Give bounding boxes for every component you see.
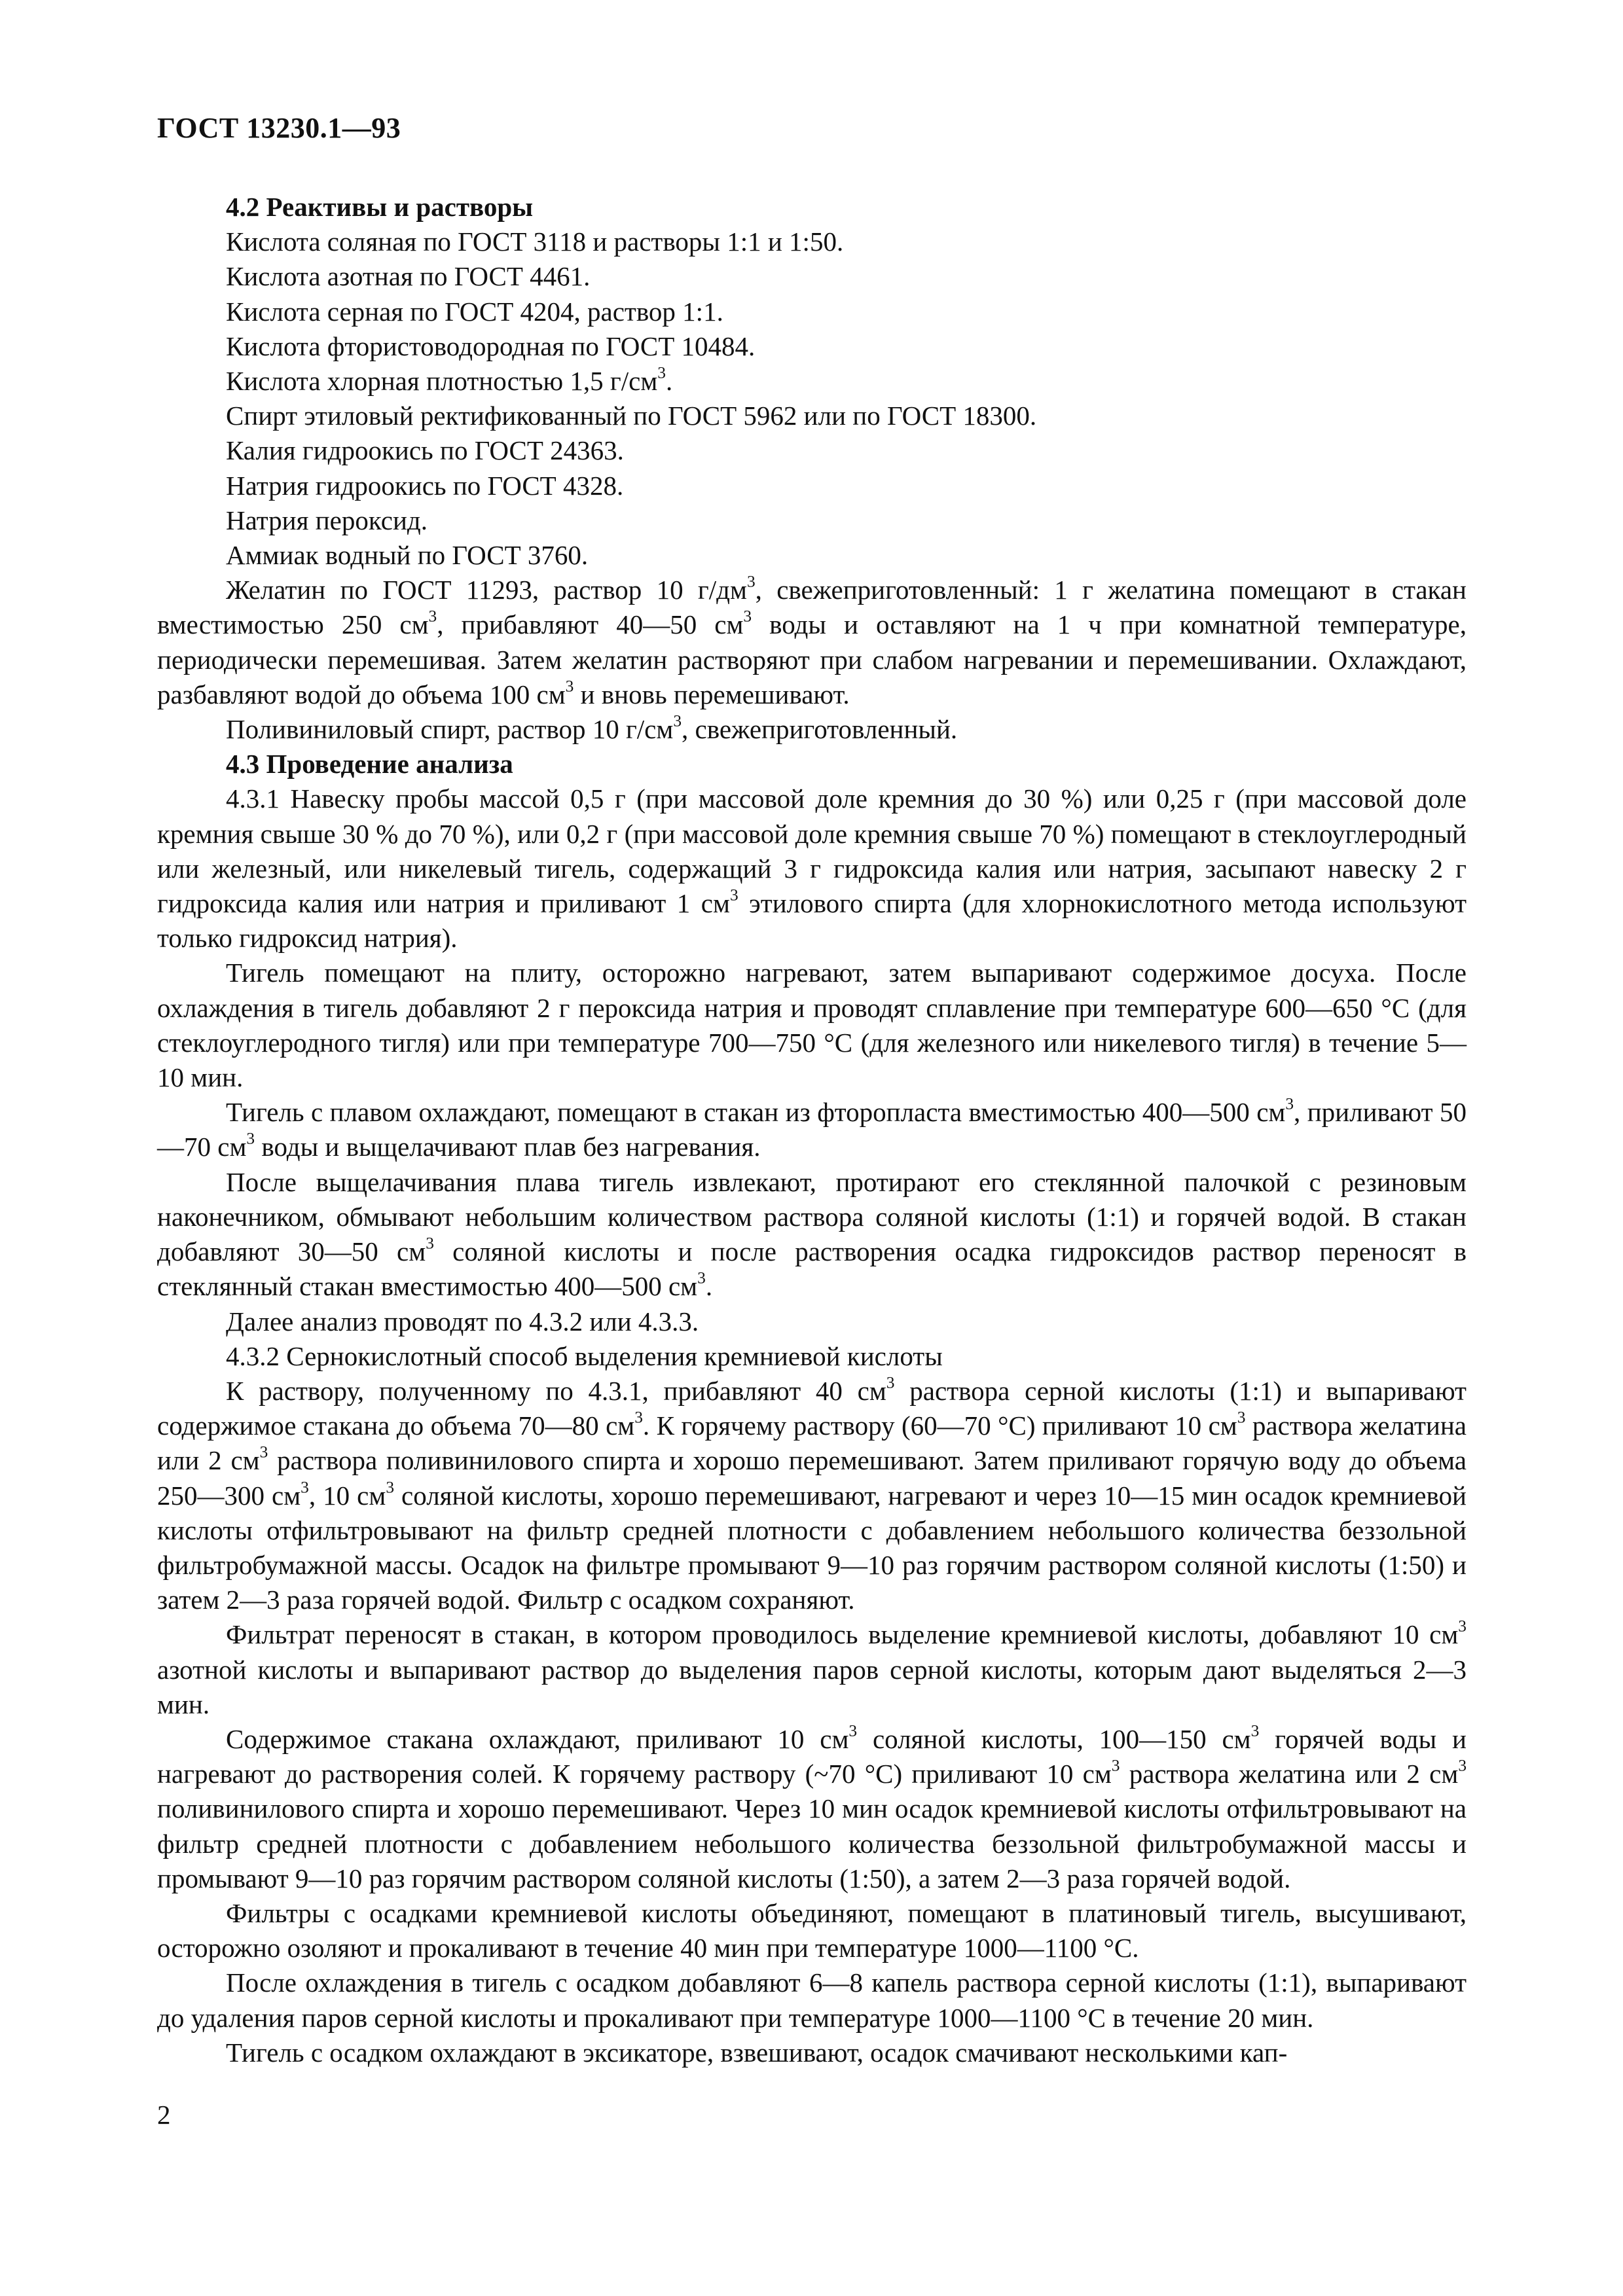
paragraph: Тигель помещают на плиту, осторожно нагревают, затем выпаривают содержимое досуха. После охлаждения в тигель добавляют 2 г пероксида натрия и проводят сплавление при температуре 600—650 °С (для стеклоуглеродного тигля) или при температуре 700—750 °С (для железного или никелевого тигля) в течение 5—10 мин. (157, 958, 1467, 1093)
reagent-item: Калия гидроокись по ГОСТ 24363. (226, 435, 624, 466)
reagent-item-gelatin: Желатин по ГОСТ 11293, раствор 10 $г/дм^3$, свежеприготовленный: 1 г желатина помещают в стакан вместимостью 250 $см^3$, прибавляют 40—50 $см^3$ воды и оставляют на 1 ч при комнатной температуре, периодически перемешивая. Затем желатин растворяют при слабом нагревании и перемешивании. Охлаждают, разбавляют водой до объема 100 $см^3$ и вновь перемешивают. (157, 572, 1467, 709)
paragraph: Фильтры с осадками кремниевой кислоты объединяют, помещают в платиновый тигель, высушивают, осторожно озоляют и прокаливают в течение 40 мин при температуре 1000—1100 °С. (157, 1897, 1467, 1964)
paragraph: К раствору, полученному по 4.3.1, прибавляют 40 $см^3$ раствора серной кислоты (1:1) и выпаривают содержимое стакана до объема 70—80 $см^3$. К горячему раствору (60—70 °С) приливают 10 $см^3$ раствора желатина или 2 $см^3$ раствора поливинилового спирта и хорошо перемешивают. Затем приливают горячую воду до объема 250—300 $см^3$, 10 $см^3$ соляной кислоты, хорошо перемешивают, нагревают и через 10—15 мин осадок кремниевой кислоты отфильтровывают на фильтр средней плотности с добавлением небольшого количества беззольной фильтробумажной массы. Осадок на фильтре промывают 9—10 раз горячим раствором соляной кислоты (1:50) и затем 2—3 раза горячей водой. Фильтр с осадком сохраняют. (157, 1373, 1467, 1615)
paragraph: Содержимое стакана охлаждают, приливают 10 $см^3$ соляной кислоты, 100—150 $см^3$ горячей воды и нагревают до растворения солей. К горячему раствору (~70 °С) приливают 10 $см^3$ раствора желатина или 2 $см^3$ поливинилового спирта и хорошо перемешивают. Через 10 мин осадок кремниевой кислоты отфильтровывают на фильтр средней плотности с добавлением небольшого количества беззольной фильтробумажной массы и промывают 9—10 раз горячим раствором соляной кислоты (1:50), а затем 2—3 раза горячей водой. (157, 1721, 1467, 1893)
reagent-item: Кислота серная по ГОСТ 4204, раствор 1:1. (226, 296, 723, 327)
reagent-item: Аммиак водный по ГОСТ 3760. (226, 540, 589, 571)
paragraph: Фильтрат переносят в стакан, в котором проводилось выделение кремниевой кислоты, добавляют 10 $см^3$ азотной кислоты и выпаривают раствор до выделения паров серной кислоты, которым дают выделяться 2—3 мин. (157, 1617, 1467, 1719)
reagent-item: Поливиниловый спирт, раствор 10 $г/см^3$, свежеприготовленный. (226, 711, 958, 745)
paragraph: После охлаждения в тигель с осадком добавляют 6—8 капель раствора серной кислоты (1:1), выпаривают до удаления паров серной кислоты и прокаливают при температуре 1000—1100 °С в течение 20 мин. (157, 1967, 1467, 2033)
document-header: ГОСТ 13230.1—93 (157, 112, 401, 144)
page-number: 2 (157, 2100, 171, 2130)
paragraph: После выщелачивания плава тигель извлекают, протирают его стеклянной палочкой с резиновым наконечником, обмывают небольшим количеством раствора соляной кислоты (1:1) и горячей водой. В стакан добавляют 30—50 $см^3$ соляной кислоты и после растворения осадка гидроксидов раствор переносят в стеклянный стакан вместимостью 400—500 $см^3$. (157, 1166, 1467, 1302)
paragraph: Тигель с осадком охлаждают в эксикаторе, взвешивают, осадок смачивают несколькими кап- (226, 2037, 1288, 2068)
paragraph: Далее анализ проводят по 4.3.2 или 4.3.3. (226, 1306, 699, 1336)
reagent-item: Натрия гидроокись по ГОСТ 4328. (226, 470, 624, 501)
paragraph: Тигель с плавом охлаждают, помещают в стакан из фторопласта вместимостью 400—500 $см^3$, приливают 50—70 $см^3$ воды и выщелачивают плав без нагревания. (157, 1094, 1467, 1162)
section-heading-reagents: 4.2 Реактивы и растворы (226, 192, 534, 222)
reagent-item: Кислота фтористоводородная по ГОСТ 10484. (226, 331, 756, 361)
document-body (157, 190, 1467, 2070)
subsection-title: 4.3.2 Сернокислотный способ выделения кремниевой кислоты (226, 1340, 943, 1371)
reagent-item: Кислота соляная по ГОСТ 3118 и растворы 1:1 и 1:50. (226, 226, 844, 257)
reagent-item: Кислота азотная по ГОСТ 4461. (226, 261, 591, 292)
section-heading-analysis: 4.3 Проведение анализа (226, 749, 513, 780)
reagent-item: Спирт этиловый ректификованный по ГОСТ 5962 или по ГОСТ 18300. (226, 401, 1037, 431)
reagent-item: Кислота хлорная плотностью 1,5 $г/см^3$. (226, 363, 673, 397)
paragraph: 4.3.1 Навеску пробы массой 0,5 г (при массовой доле кремния до 30 %) или 0,25 г (при массовой доле кремния свыше 30 % до 70 %), или 0,2 г (при массовой доле кремния свыше 70 %) помещают в стеклоуглеродный или железный, или никелевый тигель, содержащий 3 г гидроксида калия или натрия, засыпают навеску 2 г гидроксида калия или натрия и приливают 1 $см^3$ этилового спирта (для хлорнокислотного метода используют только гидроксид натрия). (157, 783, 1467, 954)
reagent-item: Натрия пероксид. (226, 505, 428, 535)
